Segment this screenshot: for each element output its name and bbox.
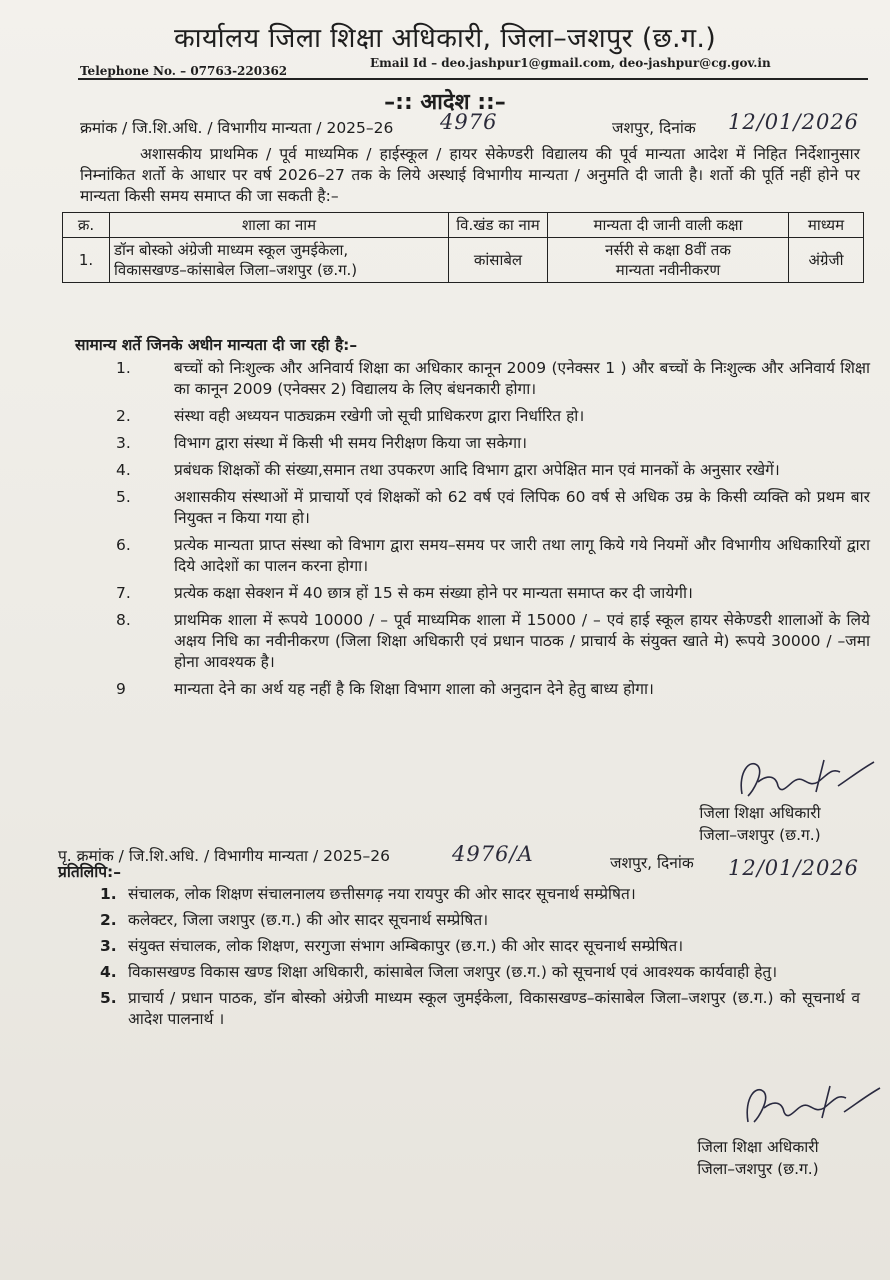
list-item: [110, 406, 870, 427]
item-text: संस्था वही अध्ययन पाठ्यक्रम रखेगी जो सूची प्राधिकरण द्वारा निर्धारित हो।: [174, 407, 585, 425]
list-item: [110, 535, 870, 577]
copy-heading: प्रतिलिपि:–: [58, 863, 121, 881]
item-number: 5.: [116, 488, 131, 506]
list-item: [100, 884, 860, 905]
copy-date-handwritten: 12/01/2026: [728, 856, 860, 880]
conditions-heading: सामान्य शर्ते जिनके अधीन मान्यता दी जा रही है:–: [75, 336, 358, 354]
intro-paragraph: अशासकीय प्राथमिक / पूर्व माध्यमिक / हाईस्कूल / हायर सेकेण्डरी विद्यालय की पूर्व मान्यता आदेश में निहित निर्देशानुसार निम्नांकित शर्तो के आधार पर वर्ष 2026–27 तक के लिये अस्थाई विभागीय मान्यता / अनुमति दी जाती है। शर्तो की पूर्ति नहीं होने पर मान्यता किसी समय समाप्त की जा सकती है:–: [80, 145, 860, 205]
cell-block: कांसाबेल: [449, 238, 548, 283]
signatory-title: जिला शिक्षा अधिकारी: [697, 1138, 819, 1156]
col-header-class: मान्यता दी जानी वाली कक्षा: [548, 213, 789, 238]
signature-block-2: [658, 1136, 858, 1180]
item-number: 6.: [116, 536, 131, 554]
email-line: Email Id – deo.jashpur1@gmail.com, deo-jashpur@cg.gov.in: [370, 56, 771, 70]
item-text: प्रत्येक मान्यता प्राप्त संस्था को विभाग द्वारा समय–समय पर जारी तथा लागू किये गये नियमों और विभागीय अधिकारियों द्वारा दिये आदेशों का पालन करना होगा।: [174, 536, 870, 575]
item-number: 3.: [100, 937, 117, 955]
school-table: [62, 212, 864, 283]
cell-school: [110, 238, 449, 283]
item-text: कलेक्टर, जिला जशपुर (छ.ग.) की ओर सादर सूचनार्थ सम्प्रेषित।: [128, 911, 489, 929]
order-place-date-label: जशपुर, दिनांक: [612, 119, 696, 137]
header-divider: [78, 78, 868, 80]
item-text: मान्यता देने का अर्थ यह नहीं है कि शिक्षा विभाग शाला को अनुदान देने हेतु बाध्य होगा।: [174, 680, 654, 698]
item-number: 4.: [116, 461, 131, 479]
order-date-handwritten: 12/01/2026: [728, 110, 860, 134]
item-number: 5.: [100, 989, 117, 1007]
item-number: 8.: [116, 611, 131, 629]
item-number: 4.: [100, 963, 117, 981]
signatory-district: जिला–जशपुर (छ.ग.): [699, 826, 821, 844]
list-item: [100, 910, 860, 931]
item-number: 1.: [116, 359, 131, 377]
cell-sno: 1.: [63, 238, 110, 283]
col-header-medium: माध्यम: [789, 213, 864, 238]
item-number: 3.: [116, 434, 131, 452]
telephone-line: Telephone No. – 07763-220362: [80, 64, 288, 78]
col-header-block: वि.खंड का नाम: [449, 213, 548, 238]
signatory-title: जिला शिक्षा अधिकारी: [699, 804, 821, 822]
list-item: [110, 487, 870, 529]
order-title: –:: आदेश ::–: [384, 90, 506, 115]
col-header-school: शाला का नाम: [110, 213, 449, 238]
item-number: 2.: [116, 407, 131, 425]
item-text: अशासकीय संस्थाओं में प्राचार्यो एवं शिक्षकों को 62 वर्ष एवं लिपिक 60 वर्ष से अधिक उम्र के किसी व्यक्ति को प्रथम बार नियुक्त न किया गया हो।: [174, 488, 870, 527]
school-name-line2: विकासखण्ड–कांसाबेल जिला–जशपुर (छ.ग.): [114, 261, 358, 279]
item-text: प्रबंधक शिक्षकों की संख्या,समान तथा उपकरण आदि विभाग द्वारा अपेक्षित मान एवं मानकों के अनुसार रखेगें।: [174, 461, 780, 479]
copy-number-label: पृ. क्रमांक / जि.शि.अधि. / विभागीय मान्यता / 2025–26: [58, 847, 391, 865]
item-text: संचालक, लोक शिक्षण संचालनालय छत्तीसगढ़ नया रायपुर की ओर सादर सूचनार्थ सम्प्रेषित।: [128, 885, 636, 903]
list-item: [110, 583, 870, 604]
school-name-line1: डॉन बोस्को अंग्रेजी माध्यम स्कूल जुमईकेला,: [114, 241, 349, 259]
signatory-district: जिला–जशपुर (छ.ग.): [697, 1160, 819, 1178]
list-item: [110, 358, 870, 400]
item-text: प्रत्येक कक्षा सेक्शन में 40 छात्र हों 15 से कम संख्या होने पर मान्यता समाप्त कर दी जायेगी।: [174, 584, 693, 602]
item-text: विकासखण्ड विकास खण्ड शिक्षा अधिकारी, कांसाबेल जिला जशपुर (छ.ग.) को सूचनार्थ एवं आवश्यक कार्यवाही हेतु।: [128, 963, 778, 981]
item-text: प्राथमिक शाला में रूपये 10000 / – पूर्व माध्यमिक शाला में 15000 / – एवं हाई स्कूल हायर सेकेण्डरी शालाओं के लिये अक्षय निधि का नवीनीकरण (जिला शिक्षा अधिकारी एवं प्रधान पाठक / प्राचार्य के संयुक्त खाते मे) रूपये 30000 / –जमा होना आवश्यक है।: [174, 611, 870, 671]
class-line1: नर्सरी से कक्षा 8वीं तक: [605, 241, 731, 259]
signature-block-1: [660, 802, 860, 846]
item-number: 1.: [100, 885, 117, 903]
item-number: 7.: [116, 584, 131, 602]
conditions-list: [110, 358, 870, 706]
item-number: 2.: [100, 911, 117, 929]
table-row: [63, 238, 864, 283]
copy-number-handwritten: 4976/A: [452, 842, 534, 866]
col-header-sno: क्र.: [63, 213, 110, 238]
item-text: विभाग द्वारा संस्था में किसी भी समय निरीक्षण किया जा सकेगा।: [174, 434, 527, 452]
office-title: कार्यालय जिला शिक्षा अधिकारी, जिला–जशपुर (छ.ग.): [173, 23, 717, 54]
signature-scribble-2: [736, 1078, 886, 1138]
copy-list: [100, 884, 860, 1035]
list-item: [100, 988, 860, 1030]
order-number-label: क्रमांक / जि.शि.अधि. / विभागीय मान्यता / 2025–26: [80, 119, 394, 137]
list-item: [100, 962, 860, 983]
class-line2: मान्यता नवीनीकरण: [615, 261, 721, 279]
cell-medium: अंग्रेजी: [789, 238, 864, 283]
item-text: संयुक्त संचालक, लोक शिक्षण, सरगुजा संभाग अम्बिकापुर (छ.ग.) की ओर सादर सूचनार्थ सम्प्रेषित।: [128, 937, 684, 955]
list-item: [100, 936, 860, 957]
table-header-row: [63, 213, 864, 238]
item-text: बच्चों को निःशुल्क और अनिवार्य शिक्षा का अधिकार कानून 2009 (एनेक्सर 1 ) और बच्चों के निःशुल्क और अनिवार्य शिक्षा का कानून 2009 (एनेक्सर 2) विद्यालय के लिए बंधनकारी होगा।: [174, 359, 870, 398]
copy-place-date-label: जशपुर, दिनांक: [610, 854, 694, 872]
list-item: [110, 679, 870, 700]
item-text: प्राचार्य / प्रधान पाठक, डॉन बोस्को अंग्रेजी माध्यम स्कूल जुमईकेला, विकासखण्ड–कांसाबेल जिला–जशपुर (छ.ग.) को सूचनार्थ व आदेश पालनार्थ ।: [128, 989, 860, 1028]
list-item: [110, 460, 870, 481]
cell-class: [548, 238, 789, 283]
item-number: 9: [116, 680, 126, 698]
order-number-handwritten: 4976: [440, 110, 498, 134]
list-item: [110, 433, 870, 454]
list-item: [110, 610, 870, 673]
